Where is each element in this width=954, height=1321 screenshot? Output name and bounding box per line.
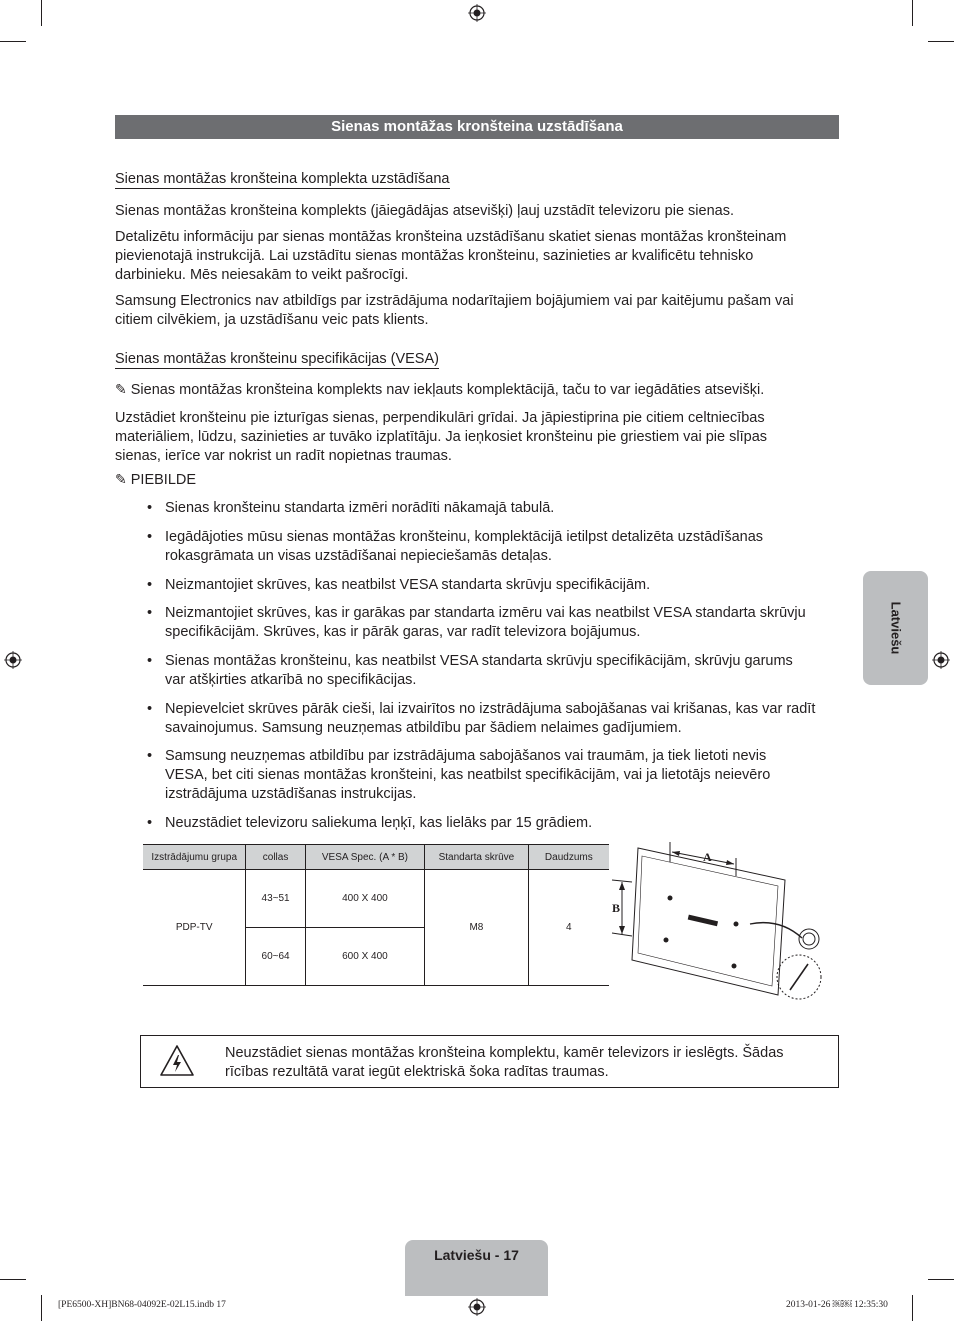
crop-mark <box>912 1295 913 1321</box>
registration-mark-icon <box>468 4 486 22</box>
vesa-heading: Sienas montāžas kronšteinu specifikācijas (VESA) <box>115 351 439 367</box>
text-line: Detalizētu informāciju par sienas montāžas kronšteina uzstādīšanu skatiet sienas montāžas kronšteinam <box>115 229 787 245</box>
section-title: Sienas montāžas kronšteina uzstādīšana <box>115 115 839 139</box>
vesa-diagram <box>610 840 842 1005</box>
column-header: VESA Spec. (A * B) <box>305 845 425 870</box>
text-line: izstrādājuma uzstādīšanas instrukcijas. <box>165 786 417 802</box>
text-line: materiāliem, lūdzu, sazinieties ar tuvāko izplatītāju. Ja ieņkosiet kronšteinu pie griestiem vai pie slīpas <box>115 429 768 445</box>
text-line: Iegādājoties mūsu sienas montāžas kronšteinu, komplektācijā ietilpst detalizēta uzstādīšanas <box>165 529 764 545</box>
table-cell: 60~64 <box>246 928 305 986</box>
text-line: sienas, ierīce var nokrist un radīt nopietnas traumas. <box>115 448 452 464</box>
page-number-tab: Latviešu - 17 <box>405 1240 548 1296</box>
crop-mark <box>912 0 913 26</box>
text-line: var atšķirties atkarībā no specifikācijas. <box>165 672 417 688</box>
pencil-note-icon: ✎ <box>115 471 127 487</box>
list-item: • Iegādājoties mūsu sienas montāžas kronšteinu, komplektācijā ietilpst detalizēta uzstādīšanas rokasgrāmata un visas uzstādīšanai nepieciešamās detaļas. <box>147 528 839 566</box>
table-row <box>143 870 609 928</box>
list-item: • Neizmantojiet skrūves, kas neatbilst VESA standarta skrūvju specifikācijām. <box>147 576 839 595</box>
screw-hole <box>668 896 673 901</box>
text-line: Nepievelciet skrūves pārāk cieši, lai izvairītos no izstrādājuma sabojāšanas vai krišanas, kas var radīt <box>165 701 816 717</box>
list-item: • Neuzstādiet televizoru saliekuma leņķī, kas lielāks par 15 grādiem. <box>147 814 839 833</box>
warning-text <box>225 1044 825 1082</box>
table-cell: M8 <box>425 870 528 986</box>
text-line: Sienas montāžas kronšteinu, kas neatbilst VESA standarta skrūvju specifikācijām, skrūvju garums <box>165 653 793 669</box>
text-line: rīcības rezultātā varat iegūt elektriskā šoka radītas traumas. <box>225 1064 609 1080</box>
table-cell: 4 <box>528 870 609 986</box>
note-text: Sienas montāžas kronšteina komplekts nav iekļauts komplektācijā, taču to var iegādāties atsevišķi. <box>130 382 765 398</box>
warning-box <box>140 1035 839 1088</box>
list-item: • Nepievelciet skrūves pārāk cieši, lai izvairītos no izstrādājuma sabojāšanas vai krišanas, kas var radīt savainojumus. Samsung neuzņemas atbildību par šādiem nelaimes gadījumiem. <box>147 700 839 738</box>
table-cell: 600 X 400 <box>305 928 425 986</box>
electric-shock-warning-icon <box>159 1044 195 1078</box>
text-line: rokasgrāmata un visas uzstādīšanai nepieciešamās detaļas. <box>165 548 552 564</box>
column-header: Izstrādājumu grupa <box>143 845 246 870</box>
text-line: savainojumus. Samsung neuzņemas atbildību par šādiem nelaimes gadījumiem. <box>165 720 682 736</box>
kit-paragraph-1: Sienas montāžas kronšteina komplekts (jāiegādājas atsevišķi) ļauj uzstādīt televizoru pie sienas. <box>115 203 734 219</box>
pencil-note-icon: ✎ <box>115 381 127 397</box>
column-header: Standarta skrūve <box>425 845 528 870</box>
vesa-spec-table <box>143 844 609 986</box>
crop-mark <box>0 41 26 42</box>
table-cell: PDP-TV <box>143 870 246 986</box>
table-header-row <box>143 845 609 870</box>
column-header: collas <box>246 845 305 870</box>
column-header: Daudzums <box>528 845 609 870</box>
registration-mark-icon <box>932 651 950 669</box>
list-item: • Sienas montāžas kronšteinu, kas neatbilst VESA standarta skrūvju specifikācijām, skrūvju garums var atšķirties atkarībā no specifikācijas. <box>147 652 839 690</box>
crop-mark <box>0 1279 26 1280</box>
crop-mark <box>41 1295 42 1321</box>
text-line: pievienotajā instrukcijā. Lai uzstādītu sienas montāžas kronšteinu, sazinieties ar kvalificētu tehnisko <box>115 248 754 264</box>
table-cell: 43~51 <box>246 870 305 928</box>
crop-mark <box>41 0 42 26</box>
text-line: Uzstādiet kronšteinu pie izturīgas sienas, perpendikulāri grīdai. Ja jāpiestiprina pie citiem celtniecības <box>115 410 765 426</box>
text-line: darbinieku. Mēs neiesakām to veikt pašrocīgi. <box>115 267 409 283</box>
text-line: Samsung neuzņemas atbildību par izstrādājuma sabojāšanos vai traumām, ja tiek lietoti nevis <box>165 748 767 764</box>
note-label <box>115 470 839 490</box>
language-side-tab <box>863 571 928 685</box>
brand-label-mark <box>688 915 718 927</box>
note-label-text: PIEBILDE <box>130 472 197 488</box>
registration-mark-icon <box>4 651 22 669</box>
text-line: Neuzstādiet televizoru saliekuma leņķī, kas lielāks par 15 grādiem. <box>165 815 593 831</box>
text-line: Samsung Electronics nav atbildīgs par izstrādājuma nodarītajiem bojājumiem vai par kaitējumu pašam vai <box>115 293 794 309</box>
text-line: VESA, bet citi sienas montāžas kronšteini, kas neatbilst specifikācijām, vai ja lietotājs neievēro <box>165 767 771 783</box>
list-item: • Sienas kronšteinu standarta izmēri norādīti nākamajā tabulā. <box>147 499 839 518</box>
footer-file-info: [PE6500-XH]BN68-04092E-02L15.indb 17 <box>58 1300 226 1310</box>
screw-hole <box>734 922 739 927</box>
crop-mark <box>928 41 954 42</box>
vesa-note <box>115 380 839 400</box>
screw-hole <box>732 964 737 969</box>
footer-timestamp: 2013-01-26 ￼￼ 12:35:30 <box>786 1300 888 1310</box>
crop-mark <box>928 1279 954 1280</box>
screw-hole <box>664 938 669 943</box>
text-line: citiem cilvēkiem, ja uzstādīšanu veic pats klients. <box>115 312 429 328</box>
kit-paragraph-3 <box>115 292 839 330</box>
table-cell: 400 X 400 <box>305 870 425 928</box>
language-label: Latviešu <box>888 601 903 655</box>
kit-paragraph-2 <box>115 228 839 285</box>
text-line: Neuzstādiet sienas montāžas kronšteina komplektu, kamēr televizors ir ieslēgts. Šādas <box>225 1045 784 1061</box>
text-line: Sienas kronšteinu standarta izmēri norādīti nākamajā tabulā. <box>165 500 555 516</box>
text-line: specifikācijām. Skrūves, kas ir pārāk garas, var radīt televizora bojājumus. <box>165 624 641 640</box>
registration-mark-icon <box>468 1298 486 1316</box>
vesa-paragraph <box>115 409 839 466</box>
text-line: Neizmantojiet skrūves, kas neatbilst VESA standarta skrūvju specifikācijām. <box>165 577 651 593</box>
list-item: • Samsung neuzņemas atbildību par izstrādājuma sabojāšanos vai traumām, ja tiek lietoti nevis VESA, bet citi sienas montāžas kronšteini, kas neatbilst specifikācijām, vai ja lietotājs neievēro izstrādājuma uzstādīšanas instrukcijas. <box>147 747 839 804</box>
kit-heading: Sienas montāžas kronšteina komplekta uzstādīšana <box>115 171 450 187</box>
dimension-label-a: A <box>703 850 712 864</box>
list-item: • Neizmantojiet skrūves, kas ir garākas par standarta izmēru vai kas neatbilst VESA standarta skrūvju specifikācijām. Skrūves, kas ir pārāk garas, var radīt televizora bojājumus. <box>147 604 839 642</box>
dimension-label-b: B <box>612 901 621 915</box>
text-line: Neizmantojiet skrūves, kas ir garākas par standarta izmēru vai kas neatbilst VESA standarta skrūvju <box>165 605 806 621</box>
